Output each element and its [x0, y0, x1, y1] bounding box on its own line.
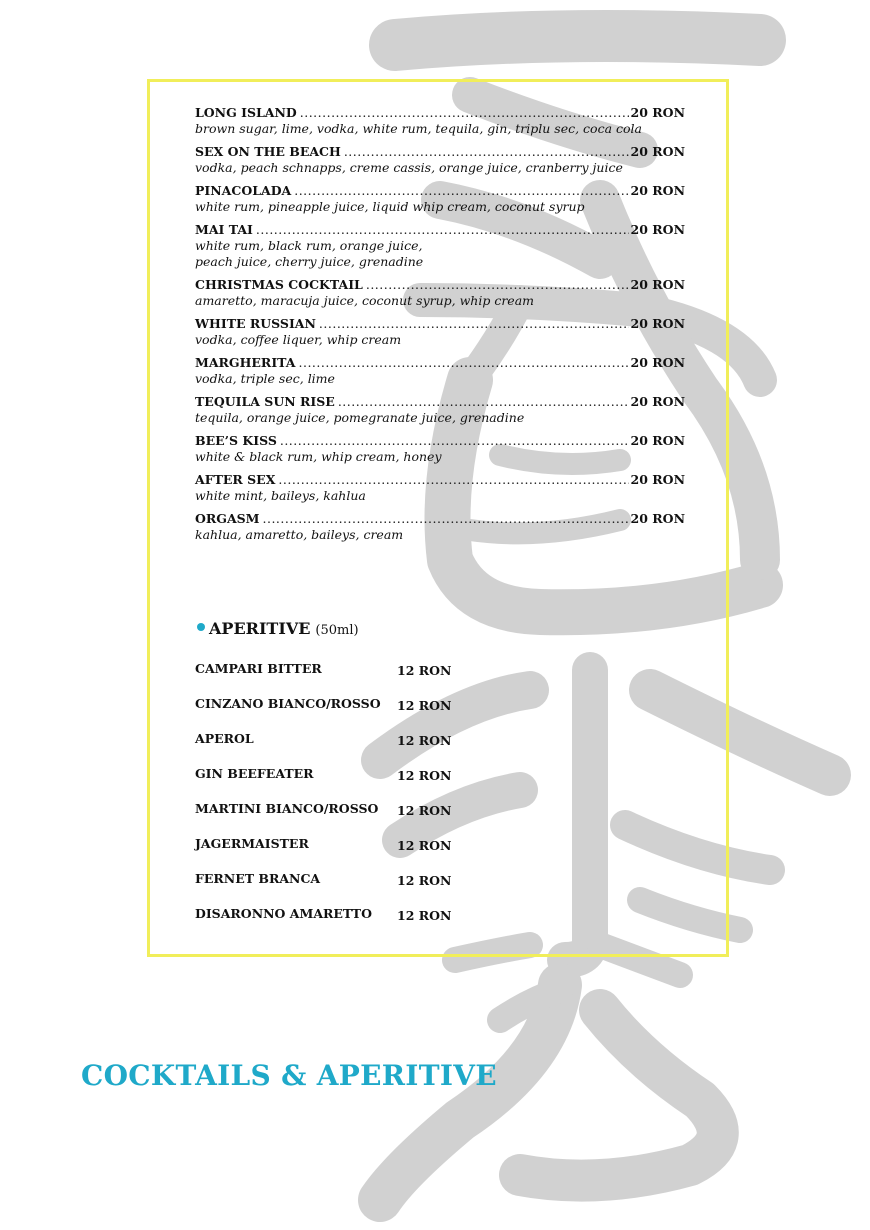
cocktail-price: 20 RON: [630, 277, 685, 292]
cocktail-name: AFTER SEX: [195, 472, 276, 487]
dot-leader: [294, 182, 628, 199]
aperitive-name: APEROL: [195, 731, 254, 746]
cocktail-description: amaretto, maracuja juice, coconut syrup, whip cream: [195, 293, 535, 308]
aperitive-unit: (50ml): [315, 623, 359, 638]
cocktail-description: kahlua, amaretto, baileys, cream: [195, 527, 404, 542]
cocktail-price: 20 RON: [630, 433, 685, 448]
cocktail-description: vodka, triple sec, lime: [195, 371, 335, 386]
dot-leader: [366, 276, 629, 293]
dot-leader: [278, 471, 628, 488]
aperitive-price: 12 RON: [397, 768, 452, 783]
cocktail-price: 20 RON: [630, 355, 685, 370]
cocktail-item: [195, 393, 685, 426]
cocktail-name: ORGASM: [195, 511, 260, 526]
cocktail-item: [195, 510, 685, 543]
cocktail-description: white rum, black rum, orange juice, peach juice, cherry juice, grenadine: [195, 238, 424, 269]
aperitive-heading: [197, 619, 359, 638]
cocktail-item: [195, 104, 685, 137]
cocktail-price: 20 RON: [630, 183, 685, 198]
dot-leader: [280, 432, 629, 449]
cocktail-description: vodka, coffee liquer, whip cream: [195, 332, 402, 347]
cocktail-description: tequila, orange juice, pomegranate juice, grenadine: [195, 410, 525, 425]
dot-leader: [344, 143, 629, 160]
dot-leader: [338, 393, 629, 410]
aperitive-title: APERITIVE: [209, 619, 311, 638]
aperitive-item: [195, 836, 495, 871]
cocktail-price: 20 RON: [630, 316, 685, 331]
cocktail-description: white mint, baileys, kahlua: [195, 488, 366, 503]
aperitive-price: 12 RON: [397, 698, 452, 713]
cocktail-list: [195, 104, 685, 549]
aperitive-price: 12 RON: [397, 908, 452, 923]
aperitive-price: 12 RON: [397, 663, 452, 678]
cocktail-item: [195, 315, 685, 348]
dot-leader: [299, 354, 629, 371]
aperitive-item: [195, 696, 495, 731]
aperitive-item: [195, 871, 495, 906]
page-title: COCKTAILS & APERITIVE: [81, 1059, 497, 1092]
cocktail-name: BEE’S KISS: [195, 433, 277, 448]
aperitive-list: [195, 661, 495, 941]
dot-leader: [263, 510, 629, 527]
dot-leader: [319, 315, 629, 332]
cocktail-item: [195, 143, 685, 176]
cocktail-name: SEX ON THE BEACH: [195, 144, 341, 159]
bullet-dot-icon: [197, 623, 205, 631]
cocktail-description: white rum, pineapple juice, liquid whip cream, coconut syrup: [195, 199, 585, 214]
dot-leader: [300, 104, 629, 121]
aperitive-item: [195, 661, 495, 696]
cocktail-price: 20 RON: [630, 144, 685, 159]
cocktail-price: 20 RON: [630, 222, 685, 237]
cocktail-name: CHRISTMAS COCKTAIL: [195, 277, 363, 292]
cocktail-item: [195, 471, 685, 504]
aperitive-name: JAGERMAISTER: [195, 836, 309, 851]
aperitive-item: [195, 731, 495, 766]
aperitive-name: FERNET BRANCA: [195, 871, 321, 886]
aperitive-item: [195, 906, 495, 941]
cocktail-description: brown sugar, lime, vodka, white rum, tequila, gin, triplu sec, coca cola: [195, 121, 642, 136]
cocktail-item: [195, 221, 685, 270]
aperitive-item: [195, 801, 495, 836]
aperitive-price: 12 RON: [397, 733, 452, 748]
aperitive-price: 12 RON: [397, 838, 452, 853]
aperitive-name: MARTINI BIANCO/ROSSO: [195, 801, 379, 816]
cocktail-name: PINACOLADA: [195, 183, 292, 198]
aperitive-item: [195, 766, 495, 801]
aperitive-price: 12 RON: [397, 873, 452, 888]
cocktail-item: [195, 182, 685, 215]
aperitive-price: 12 RON: [397, 803, 452, 818]
cocktail-item: [195, 432, 685, 465]
dot-leader: [256, 221, 629, 238]
aperitive-name: CAMPARI BITTER: [195, 661, 322, 676]
cocktail-description: vodka, peach schnapps, creme cassis, orange juice, cranberry juice: [195, 160, 623, 175]
cocktail-name: TEQUILA SUN RISE: [195, 394, 335, 409]
cocktail-name: LONG ISLAND: [195, 105, 297, 120]
cocktail-name: WHITE RUSSIAN: [195, 316, 316, 331]
cocktail-item: [195, 276, 685, 309]
aperitive-name: GIN BEEFEATER: [195, 766, 314, 781]
cocktail-item: [195, 354, 685, 387]
aperitive-name: CINZANO BIANCO/ROSSO: [195, 696, 381, 711]
cocktail-name: MARGHERITA: [195, 355, 296, 370]
cocktail-price: 20 RON: [630, 394, 685, 409]
cocktail-price: 20 RON: [630, 105, 685, 120]
cocktail-name: MAI TAI: [195, 222, 253, 237]
cocktail-description: white & black rum, whip cream, honey: [195, 449, 442, 464]
cocktail-price: 20 RON: [630, 472, 685, 487]
aperitive-name: DISARONNO AMARETTO: [195, 906, 372, 921]
cocktail-price: 20 RON: [630, 511, 685, 526]
